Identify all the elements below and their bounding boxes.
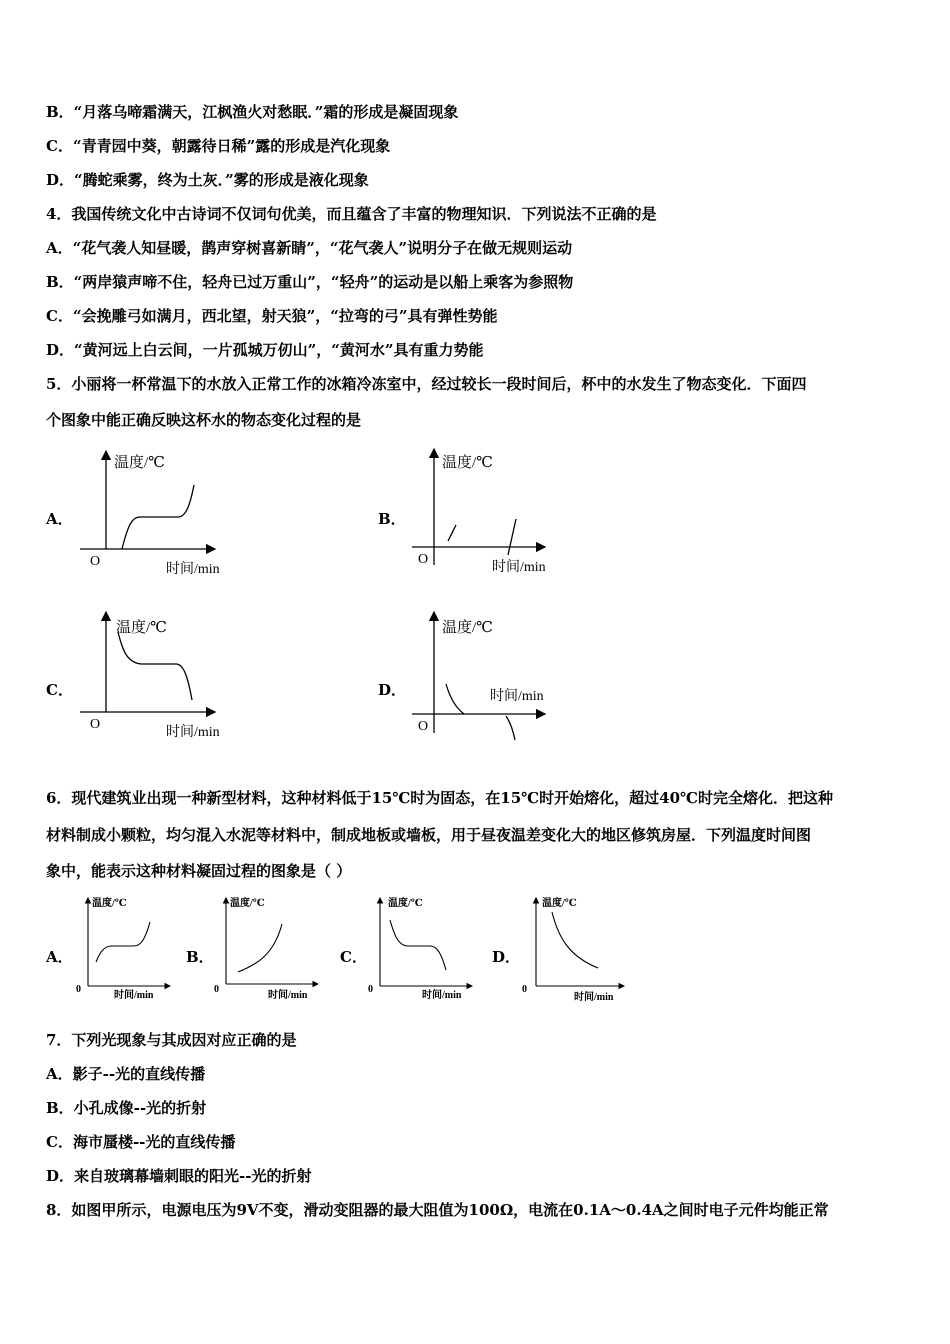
q5-graph-b bbox=[410, 445, 580, 580]
q5-option-c-label: C． bbox=[46, 681, 73, 699]
x-axis-label: 时间/min bbox=[166, 562, 220, 577]
origin-label: O bbox=[418, 552, 429, 567]
q6-option-c-label: C． bbox=[340, 948, 367, 966]
x-axis-label: 时间/min bbox=[114, 990, 154, 1001]
origin-label: 0 bbox=[368, 984, 373, 995]
temperature-curve-right bbox=[506, 716, 515, 740]
q6-stem-line1: 6．现代建筑业出现一种新型材料，这种材料低于15℃时为固态，在15℃时开始熔化，超过40℃时完全熔化．把这种 bbox=[46, 789, 833, 807]
origin-label: 0 bbox=[214, 984, 219, 995]
q6-option-b-label: B． bbox=[186, 948, 214, 966]
x-axis-label: 时间/min bbox=[268, 990, 308, 1001]
q5-option-b-label: B． bbox=[378, 510, 406, 528]
q5-option-d-label: D． bbox=[378, 681, 407, 699]
origin-label: 0 bbox=[76, 984, 81, 995]
q6-graph-d bbox=[518, 894, 630, 1004]
q7-option-b: B．小孔成像--光的折射 bbox=[46, 1099, 207, 1117]
q5-graph-d bbox=[410, 608, 580, 746]
q6-option-d-label: D． bbox=[492, 948, 521, 966]
x-axis-label: 时间/min bbox=[166, 725, 220, 740]
q6-option-a-label: A． bbox=[46, 948, 73, 966]
q3-option-b: B．“月落乌啼霜满天，江枫渔火对愁眠．”霜的形成是凝固现象 bbox=[46, 103, 459, 121]
q7-option-a: A．影子--光的直线传播 bbox=[46, 1065, 206, 1083]
y-axis-label: 温度/℃ bbox=[230, 898, 265, 909]
temperature-curve bbox=[122, 485, 194, 549]
q4-option-d: D．“黄河远上白云间，一片孤城万仞山”，“黄河水”具有重力势能 bbox=[46, 341, 484, 359]
q6-graph-a bbox=[74, 894, 176, 1004]
x-axis-label: 时间/min bbox=[422, 990, 462, 1001]
x-axis-label: 时间/min bbox=[574, 992, 614, 1003]
q4-option-a: A．“花气袭人知昼暖，鹊声穿树喜新睛”，“花气袭人”说明分子在做无规则运动 bbox=[46, 239, 573, 257]
temperature-curve bbox=[238, 924, 282, 972]
y-axis-label: 温度/℃ bbox=[92, 898, 127, 909]
x-axis-label: 时间/min bbox=[492, 560, 546, 575]
q6-stem-line2: 材料制成小颗粒，均匀混入水泥等材料中，制成地板或墙板，用于昼夜温差变化大的地区修筑房屋．下列温度时间图 bbox=[46, 826, 812, 844]
q3-option-d: D．“腾蛇乘雾，终为土灰．”雾的形成是液化现象 bbox=[46, 171, 369, 189]
temperature-curve-left bbox=[448, 525, 456, 541]
temperature-curve-left bbox=[446, 684, 464, 714]
temperature-curve bbox=[552, 912, 598, 968]
temperature-curve bbox=[118, 632, 192, 700]
q3-option-c: C．“青青园中葵，朝露待日稀”露的形成是汽化现象 bbox=[46, 137, 391, 155]
q7-option-c: C．海市蜃楼--光的直线传播 bbox=[46, 1133, 236, 1151]
q7-stem: 7．下列光现象与其成因对应正确的是 bbox=[46, 1031, 297, 1049]
temperature-curve bbox=[390, 920, 446, 970]
q5-graph-c bbox=[80, 608, 250, 743]
origin-label: O bbox=[90, 717, 101, 732]
y-axis-label: 温度/℃ bbox=[442, 455, 493, 471]
q6-graph-c bbox=[366, 894, 478, 1004]
temperature-curve-right bbox=[508, 519, 516, 555]
temperature-curve bbox=[96, 922, 150, 962]
q5-stem-line1: 5．小丽将一杯常温下的水放入正常工作的冰箱冷冻室中，经过较长一段时间后，杯中的水发生了物态变化．下面四 bbox=[46, 375, 807, 393]
q6-stem-line3: 象中，能表示这种材料凝固过程的图象是（ ） bbox=[46, 862, 352, 880]
x-axis-label: 时间/min bbox=[490, 689, 544, 704]
y-axis-label: 温度/℃ bbox=[114, 455, 165, 471]
origin-label: 0 bbox=[522, 984, 527, 995]
q4-stem: 4．我国传统文化中古诗词不仅词句优美，而且蕴含了丰富的物理知识．下列说法不正确的是 bbox=[46, 205, 657, 223]
q5-graph-a bbox=[80, 445, 250, 580]
q6-graph-b bbox=[212, 894, 324, 1004]
y-axis-label: 温度/℃ bbox=[442, 620, 493, 636]
q5-stem-line2: 个图象中能正确反映这杯水的物态变化过程的是 bbox=[46, 411, 362, 429]
q4-option-b: B．“两岸猿声啼不住，轻舟已过万重山”，“轻舟”的运动是以船上乘客为参照物 bbox=[46, 273, 574, 291]
origin-label: O bbox=[90, 554, 101, 569]
q4-option-c: C．“会挽雕弓如满月，西北望，射天狼”，“拉弯的弓”具有弹性势能 bbox=[46, 307, 498, 325]
q5-option-a-label: A． bbox=[46, 510, 73, 528]
q8-stem: 8．如图甲所示，电源电压为9V不变，滑动变阻器的最大阻值为100Ω，电流在0.1A～0.4A之间时电子元件均能正常 bbox=[46, 1201, 829, 1219]
q7-option-d: D．来自玻璃幕墙刺眼的阳光--光的折射 bbox=[46, 1167, 312, 1185]
origin-label: O bbox=[418, 719, 429, 734]
y-axis-label: 温度/℃ bbox=[542, 898, 577, 909]
y-axis-label: 温度/℃ bbox=[116, 620, 167, 636]
y-axis-label: 温度/℃ bbox=[388, 898, 423, 909]
